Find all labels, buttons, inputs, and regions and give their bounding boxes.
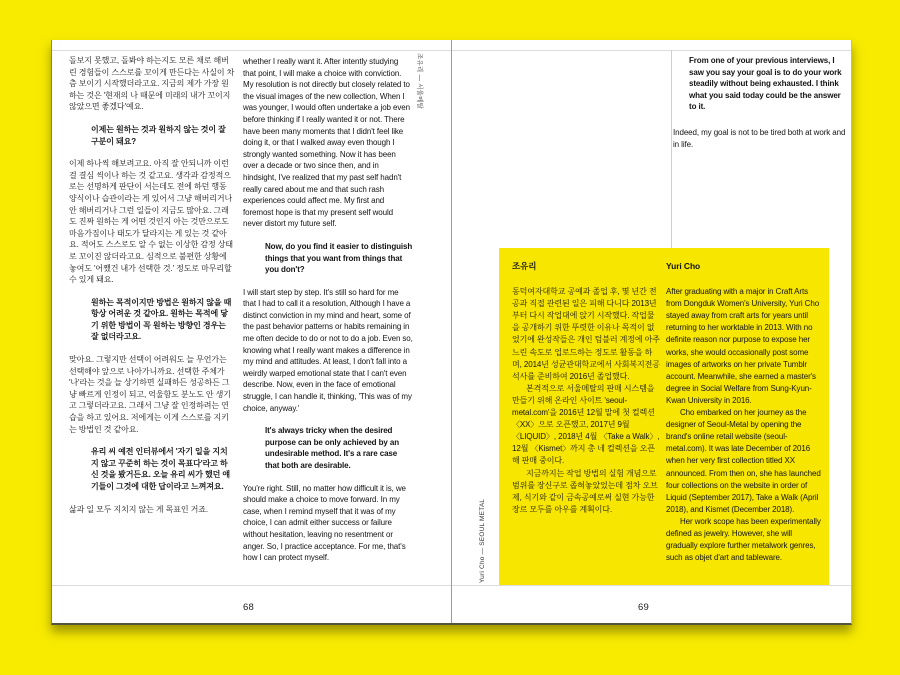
english-answer-paragraph: You're right. Still, no matter how difficult it is, we should make a choice to move forward. In my case, when I remind myself that it was of my choice, I can admit either success or failure without hesitation, leaving no resentment or anger. So, I practice acceptance. For me, that's how I can protect myself. [243, 483, 406, 563]
english-answer-paragraph: whether I really want it. After intently studying that point, I will make a choice with conviction. My resolution is not directly but closely related to the visual images of the new collection, When I was younger, I would often undertake a job even before thinking if I really wanted it or not. There have been many moments that I didn't feel like doing it, or that I walked away even though I strongly wanted something. Now it has been over a decade or two since then, and in hindsight, I've realized that my past self hadn't really cared about me and that such rash experiences could affect me. My first and foremost hope is that my present self would never distort my future self. [243, 57, 410, 229]
right-column-rule [671, 50, 672, 248]
magazine-spread [51, 40, 852, 625]
profile-block [499, 248, 829, 585]
korean-answer-paragraph: 맞아요. 그렇지만 선택이 어려워도 늘 무언가는 선택해야 앞으로 나아가니까요. 선택한 주체가 '나'라는 것을 늘 상기하면 실패하든 성공하든 그냥 빠르게 인정이 되고, 억울함도 분노도 안 생기고 그렇더라고요. 그래서 그냥 잘 인정하려는 연습을 하고 있어요. 저에게는 이게 스스로를 지키는 방법인 것 같아요. [69, 355, 231, 434]
english-interview-question: From one of your previous interviews, I saw you say your goal is to do your work steadily without being exhausted. I think what you said today could be the answer to it. [689, 56, 842, 112]
page-number-68: 68 [243, 602, 254, 613]
profile-english-paragraph: Her work scope has been experimentally defined as jewelry. However, she will gradually explore further metalwork genres, such as objet d'art and tableware. [666, 516, 821, 563]
profile-korean-paragraph: 지금까지는 작업 방법의 실험 개념으로 범위를 장신구로 좁혀놓았었는데 점차 오브제, 식기와 같이 금속공예로써 실현 가능한 장르 모두를 아우를 계획이다. [512, 468, 658, 514]
profile-english-paragraph: Cho embarked on her journey as the designer of Seoul-Metal by opening the brand's online retail website (seoul-metal.com). It was late December of 2016 when her very first collection titled XX announced. From then on, she has launched four collections on the website in order of Liquid (September 2017), Take a Walk (April 2018), and Kismet (December 2018). [666, 408, 821, 514]
page-number-69: 69 [638, 602, 649, 613]
profile-korean-column [512, 260, 662, 516]
english-interview-question: Now, do you find it easier to distinguish things that you want from things that you don't? [265, 241, 413, 275]
english-interview-question: It's always tricky when the desired purpose can be only achieved by an undesirable method. It's a rare case that both are desirable. [265, 426, 399, 470]
profile-english-heading: Yuri Cho [666, 261, 701, 271]
spine-gutter-line [451, 40, 452, 623]
spine-caption-korean: 조유리 — 서울메탈 [416, 53, 423, 110]
korean-answer-paragraph: 돌보지 못했고, 돌봐야 하는지도 모른 채로 해버린 경험들이 스스로를 꼬이게 만든다는 사실이 차츰 보이기 시작했더라고요. 지금의 제가 가장 원하는 것은 '현재의 나 때문에 미래의 내가 꼬이지 않았으면 좋겠다'예요. [69, 56, 235, 112]
profile-korean-paragraph: 본격적으로 서울메탈의 판매 시스템을 만들기 위해 온라인 사이트 'seoul-metal.com'을 2016년 12월 말에 첫 컬렉션 〈XX〉으로 오픈했고, 2017년 9월 〈LIQUID〉, 2018년 4월 〈Take a Walk〉, 12월 〈Kismet〉까지 총 네 컬렉션을 오픈해 판매 중이다. [512, 383, 660, 466]
left-page-korean-column [69, 55, 235, 515]
korean-interview-question: 원하는 목적이지만 방법은 원하지 않을 때 항상 어려운 것 같아요. 원하는 목적에 닿기 위한 방법이 꼭 원하는 방향인 경우는 잘 없더라고요. [91, 297, 232, 342]
profile-korean-paragraph: 동덕여자대학교 공예과 졸업 후, 몇 년간 전공과 직접 관련된 일은 피해 다니다 2013년부터 다시 작업대에 앉기 시작했다. 작업물을 공개하기 위한 뚜렷한 이유나 목적이 없었기에 완성작들은 개인 텀블러 계정에 아주 느린 속도로 업로드하는 정도로 활동을 하며, 2014년 성균관대학교에서 사회복지전공 석사를 준비하여 2016년 졸업했다. [512, 287, 660, 381]
english-answer-paragraph: I will start step by step. It's still so hard for me that I had to call it a resolution, Although I have a distinct conviction in my mind and heart, some of the past behavior patterns or habits remaining in me often decide to do or not to do a job. Even so, knowing what I really want makes a difference in my mind and attitudes. At least, I don't fall into a weirdly warped emotional state that I can't even describe. Now, even in the face of emotional struggle, I can handle it, thinking, 'This was of my choice, anyway.' [243, 287, 413, 413]
profile-korean-heading: 조유리 [512, 261, 537, 271]
right-page-intro-column [673, 55, 846, 150]
left-page-english-column [243, 56, 413, 564]
korean-interview-question: 이제는 원하는 것과 원하지 않는 것이 잘 구분이 돼요? [91, 124, 226, 146]
profile-english-paragraph: After graduating with a major in Craft Arts from Dongduk Women's University, Yuri Cho stayed away from craft arts for years until returning to her worktable in 2013. With no definite reason nor purpose to expose her works, she would occasionally post some images of artworks on her private Tumblr account. Meanwhile, she earned a master's degree in Social Welfare from Sung-Kyun-Kwan University in 2016. [666, 287, 820, 405]
profile-english-column [666, 260, 823, 564]
korean-answer-paragraph: 삶과 일 모두 지치지 않는 게 목표인 거죠. [69, 504, 209, 514]
korean-interview-question: 유리 씨 예전 인터뷰에서 '자기 일을 지치지 않고 꾸준히 하는 것이 목표다'라고 하신 것을 봤거든요. 오늘 유리 씨가 했던 얘기들이 그것에 대한 답이라고 느껴져요. [91, 447, 231, 491]
spine-caption-english: Yuri Cho — SEOUL METAL [479, 498, 486, 583]
english-answer-paragraph: Indeed, my goal is not to be tired both at work and in life. [673, 127, 846, 149]
korean-answer-paragraph: 이제 하나씩 해보려고요. 아직 잘 안되니까 이런 걸 결심 씩이나 하는 것 같고요. 생각과 감정적으로는 선명하게 판단이 서는데도 전에 하던 행동 양식이나 습관이라는 게 있어서 그냥 해버리거나 안 해버리거나 그런 일들이 지금도 많아요. 그래도 진짜 원하는 게 어떤 것인지 아는 것만으로도 마음가짐이나 태도가 달라지는 게 있는 것 같아요. 적어도 스스로도 알 수 없는 이상한 감정 상태로 꼬이진 않더라고요. 심적으로 불편한 상황에 놓여도 '어쨌건 내가 선택한 것.' 정도로 마무리할 수 있게 돼요. [69, 159, 234, 285]
